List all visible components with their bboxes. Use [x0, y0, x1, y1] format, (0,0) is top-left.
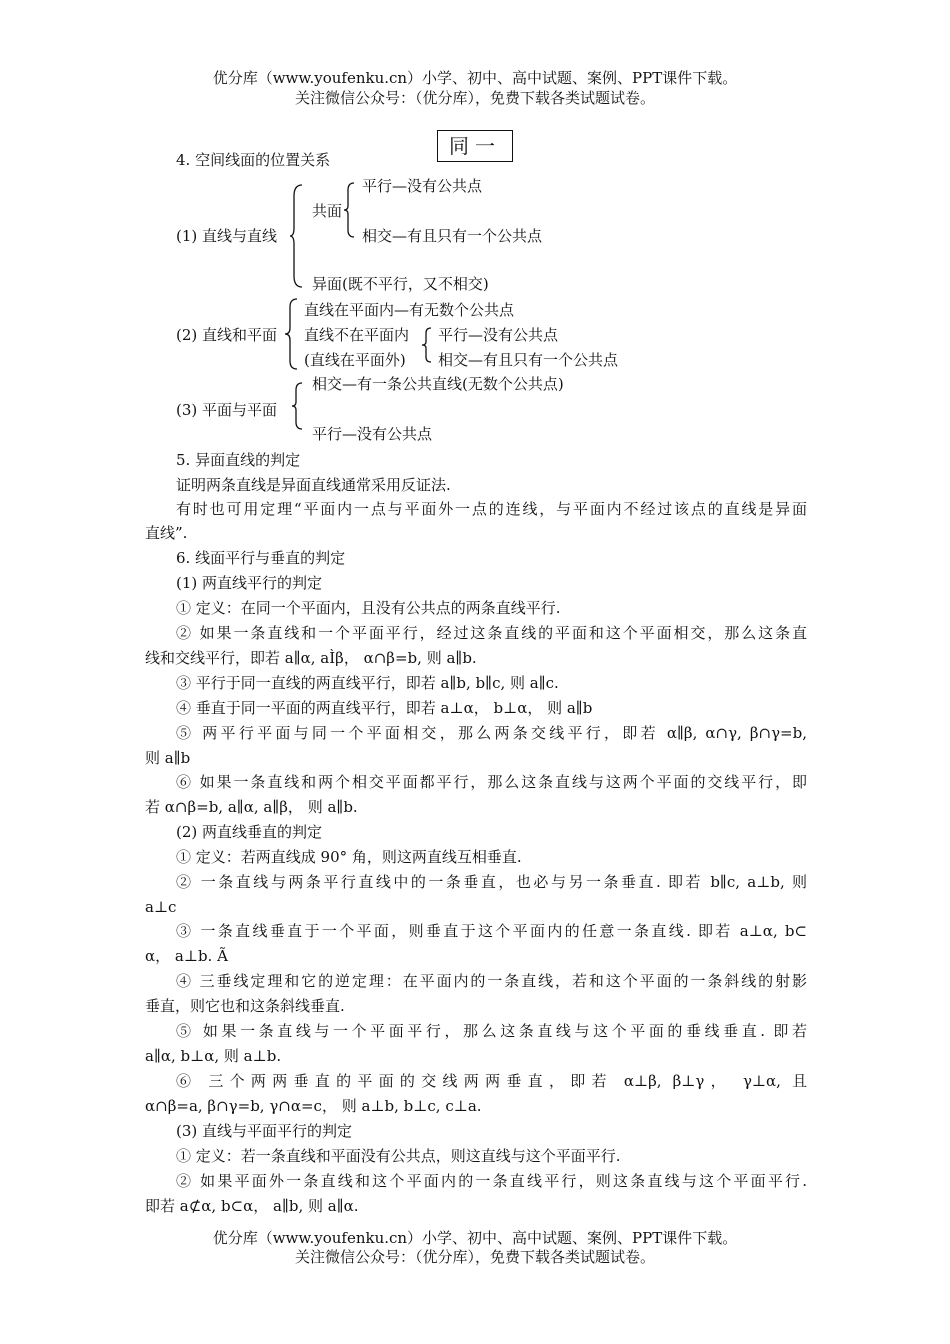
p2-intersect: 相交—有且只有一个公共点: [438, 351, 619, 369]
s6-c2a: ② 如果平面外一条直线和这个平面内的一条直线平行，则这条直线与这个平面平行.: [176, 1172, 807, 1190]
section-5-title: 5. 异面直线的判定: [176, 451, 301, 469]
s6-a1: ① 定义：在同一个平面内，且没有公共点的两条直线平行.: [176, 599, 561, 617]
s6-b3a: ③ 一条直线垂直于一个平面，则垂直于这个平面内的任意一条直线. 即若 a⊥α, b⊂: [176, 922, 807, 940]
s6-b2a: ② 一条直线与两条平行直线中的一条垂直，也必与另一条垂直. 即若 b∥c, a⊥b, 则: [176, 873, 807, 891]
s6-c-title: (3) 直线与平面平行的判定: [176, 1122, 353, 1140]
header-line-2: 关注微信公众号：（优分库），免费下载各类试题试卷。: [294, 89, 655, 107]
s6-a5a: ⑤ 两平行平面与同一个平面相交，那么两条交线平行，即若 α∥β, α∩γ, β∩γ=b,: [176, 724, 807, 742]
s6-a4: ④ 垂直于同一平面的两直线平行，即若 a⊥α， b⊥α， 则 a∥b: [176, 699, 593, 717]
s5-line-1: 证明两条直线是异面直线通常采用反证法.: [176, 476, 451, 494]
s6-b4a: ④ 三垂线定理和它的逆定理：在平面内的一条直线，若和这个平面的一条斜线的射影: [176, 972, 807, 990]
p1-skew: 异面(既不平行，又不相交): [312, 275, 489, 293]
s5-line-2a: 有时也可用定理“平面内一点与平面外一点的连线，与平面内不经过该点的直线是异面: [176, 500, 807, 518]
header-line-1: 优分库（www.youfenku.cn）小学、初中、高中试题、案例、PPT课件下载。: [212, 69, 738, 87]
p2-outside: (直线在平面外): [304, 351, 406, 369]
footer-line-1: 优分库（www.youfenku.cn）小学、初中、高中试题、案例、PPT课件下载。: [212, 1229, 738, 1247]
s6-c2b: 即若 a⊄α, b⊂α， a∥b, 则 a∥α.: [145, 1197, 359, 1215]
footer-line-2: 关注微信公众号：（优分库），免费下载各类试题试卷。: [294, 1248, 655, 1266]
s6-b5b: a∥α, b⊥α, 则 a⊥b.: [145, 1047, 282, 1065]
p2-not-in-plane: 直线不在平面内: [304, 326, 410, 344]
s6-b6b: α∩β=a, β∩γ=b, γ∩α=c， 则 a⊥b, b⊥c, c⊥a.: [145, 1097, 482, 1115]
p2-label: (2) 直线和平面: [176, 326, 278, 344]
s6-b-title: (2) 两直线垂直的判定: [176, 823, 323, 841]
s6-b2b: a⊥c: [145, 898, 177, 916]
section-4-title: 4. 空间线面的位置关系: [176, 151, 331, 169]
s6-a6a: ⑥ 如果一条直线和两个相交平面都平行，那么这条直线与这两个平面的交线平行，即: [176, 773, 807, 791]
s6-a-title: (1) 两直线平行的判定: [176, 574, 323, 592]
s6-a2b: 线和交线平行，即若 a∥α, aÌβ， α∩β=b, 则 a∥b.: [145, 649, 477, 667]
p1-coplanar: 共面: [312, 202, 343, 220]
p3-intersect: 相交—有一条公共直线(无数个公共点): [312, 375, 564, 393]
p2-brace: [285, 298, 299, 370]
p2-sub-brace: [421, 327, 433, 363]
p2-in-plane: 直线在平面内—有无数个公共点: [304, 301, 515, 319]
s6-b3b: α， a⊥b. Ã: [145, 947, 228, 965]
p1-intersect: 相交—有且只有一个公共点: [362, 227, 543, 245]
p1-parallel: 平行—没有公共点: [362, 177, 483, 195]
s6-c1: ① 定义：若一条直线和平面没有公共点，则这直线与这个平面平行.: [176, 1147, 621, 1165]
s6-b4b: 垂直，则它也和这条斜线垂直.: [145, 997, 345, 1015]
p1-label: (1) 直线与直线: [176, 227, 278, 245]
p3-parallel: 平行—没有公共点: [312, 425, 433, 443]
p1-brace: [290, 184, 304, 288]
s5-line-2b: 直线”.: [145, 524, 188, 542]
s6-b1: ① 定义：若两直线成 90° 角，则这两直线互相垂直.: [176, 848, 522, 866]
s6-b5a: ⑤ 如果一条直线与一个平面平行，那么这条直线与这个平面的垂线垂直. 即若: [176, 1022, 807, 1040]
p1-coplanar-brace: [344, 182, 356, 238]
p3-brace: [292, 382, 304, 430]
p2-parallel: 平行—没有公共点: [438, 326, 559, 344]
s6-a6b: 若 α∩β=b, a∥α, a∥β， 则 a∥b.: [145, 798, 358, 816]
s6-a2a: ② 如果一条直线和一个平面平行，经过这条直线的平面和这个平面相交，那么这条直: [176, 624, 807, 642]
s6-a5b: 则 a∥b: [145, 749, 191, 767]
s6-b6a: ⑥ 三个两两垂直的平面的交线两两垂直，即若 α⊥β, β⊥γ， γ⊥α, 且: [176, 1072, 807, 1090]
s6-a3: ③ 平行于同一直线的两直线平行，即若 a∥b, b∥c, 则 a∥c.: [176, 674, 559, 692]
stamp-box: 同一: [437, 130, 513, 162]
section-6-title: 6. 线面平行与垂直的判定: [176, 549, 346, 567]
p3-label: (3) 平面与平面: [176, 401, 278, 419]
